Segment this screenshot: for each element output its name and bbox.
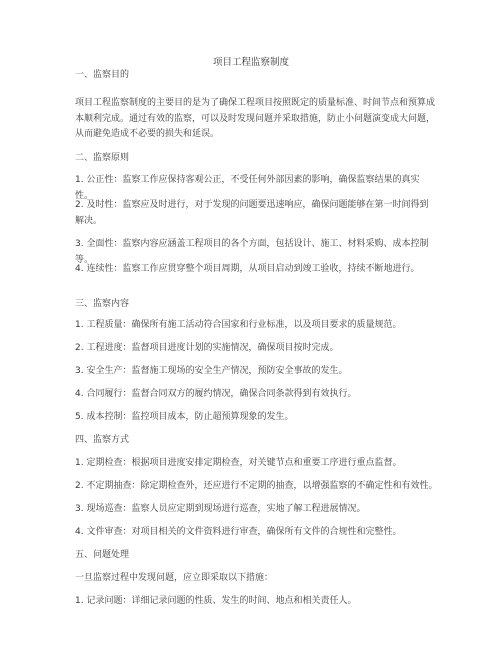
list-item: 1. 公正性：监察工作应保持客观公正，不受任何外部因素的影响，确保监察结果的真实性。 [75,175,420,201]
list-item: 1. 定期检查：根据项目进度安排定期检查，对关键节点和重要工序进行重点监督。 [75,458,402,468]
list-item: 4. 合同履行：监督合同双方的履约情况，确保合同条款得到有效执行。 [75,389,357,399]
section-paragraph: 项目工程监察制度的主要目的是为了确保工程项目按照既定的质量标准、时间节点和预算成本顺利完成。通过有效的监察，可以及时发现问题并采取措施，防止小问题演变成大问题，从而避免造成不必要的损失和延误。 [75,98,436,139]
section-heading-handling: 五、问题处理 [75,550,130,560]
list-item: 3. 安全生产：监督施工现场的安全生产情况，预防安全事故的发生。 [75,366,348,376]
list-item: 2. 及时性：监察应及时进行，对于发现的问题要迅速响应，确保问题能够在第一时间得到解决。 [75,200,429,226]
section-heading-purpose: 一、监察目的 [75,70,130,80]
list-item: 3. 全面性：监察内容应涵盖工程项目的各个方面，包括设计、施工、材料采购、成本控制等。 [75,239,429,265]
list-item: 4. 连续性：监察工作应贯穿整个项目周期，从项目启动到竣工验收，持续不断地进行。 [75,264,420,274]
list-item: 1. 记录问题：详细记录问题的性质、发生的时间、地点和相关责任人。 [75,596,357,606]
list-item: 3. 现场巡查：监察人员应定期到现场进行巡查，实地了解工程进展情况。 [75,504,366,514]
list-item: 5. 成本控制：监控项目成本，防止超预算现象的发生。 [75,412,294,422]
section-heading-content: 三、监察内容 [75,299,130,309]
list-item: 4. 文件审查：对项目相关的文件资料进行审查，确保所有文件的合规性和完整性。 [75,527,402,537]
list-item: 2. 工程进度：监督项目进度计划的实施情况，确保项目按时完成。 [75,343,339,353]
section-paragraph: 一旦监察过程中发现问题，应立即采取以下措施： [75,573,274,583]
list-item: 1. 工程质量：确保所有施工活动符合国家和行业标准，以及项目要求的质量规范。 [75,320,402,330]
section-heading-principles: 二、监察原则 [75,153,130,163]
list-item: 2. 不定期抽查：除定期检查外，还应进行不定期的抽查，以增强监察的不确定性和有效性。 [75,481,438,491]
section-heading-methods: 四、监察方式 [75,435,130,445]
document-title: 项目工程监察制度 [212,57,289,68]
